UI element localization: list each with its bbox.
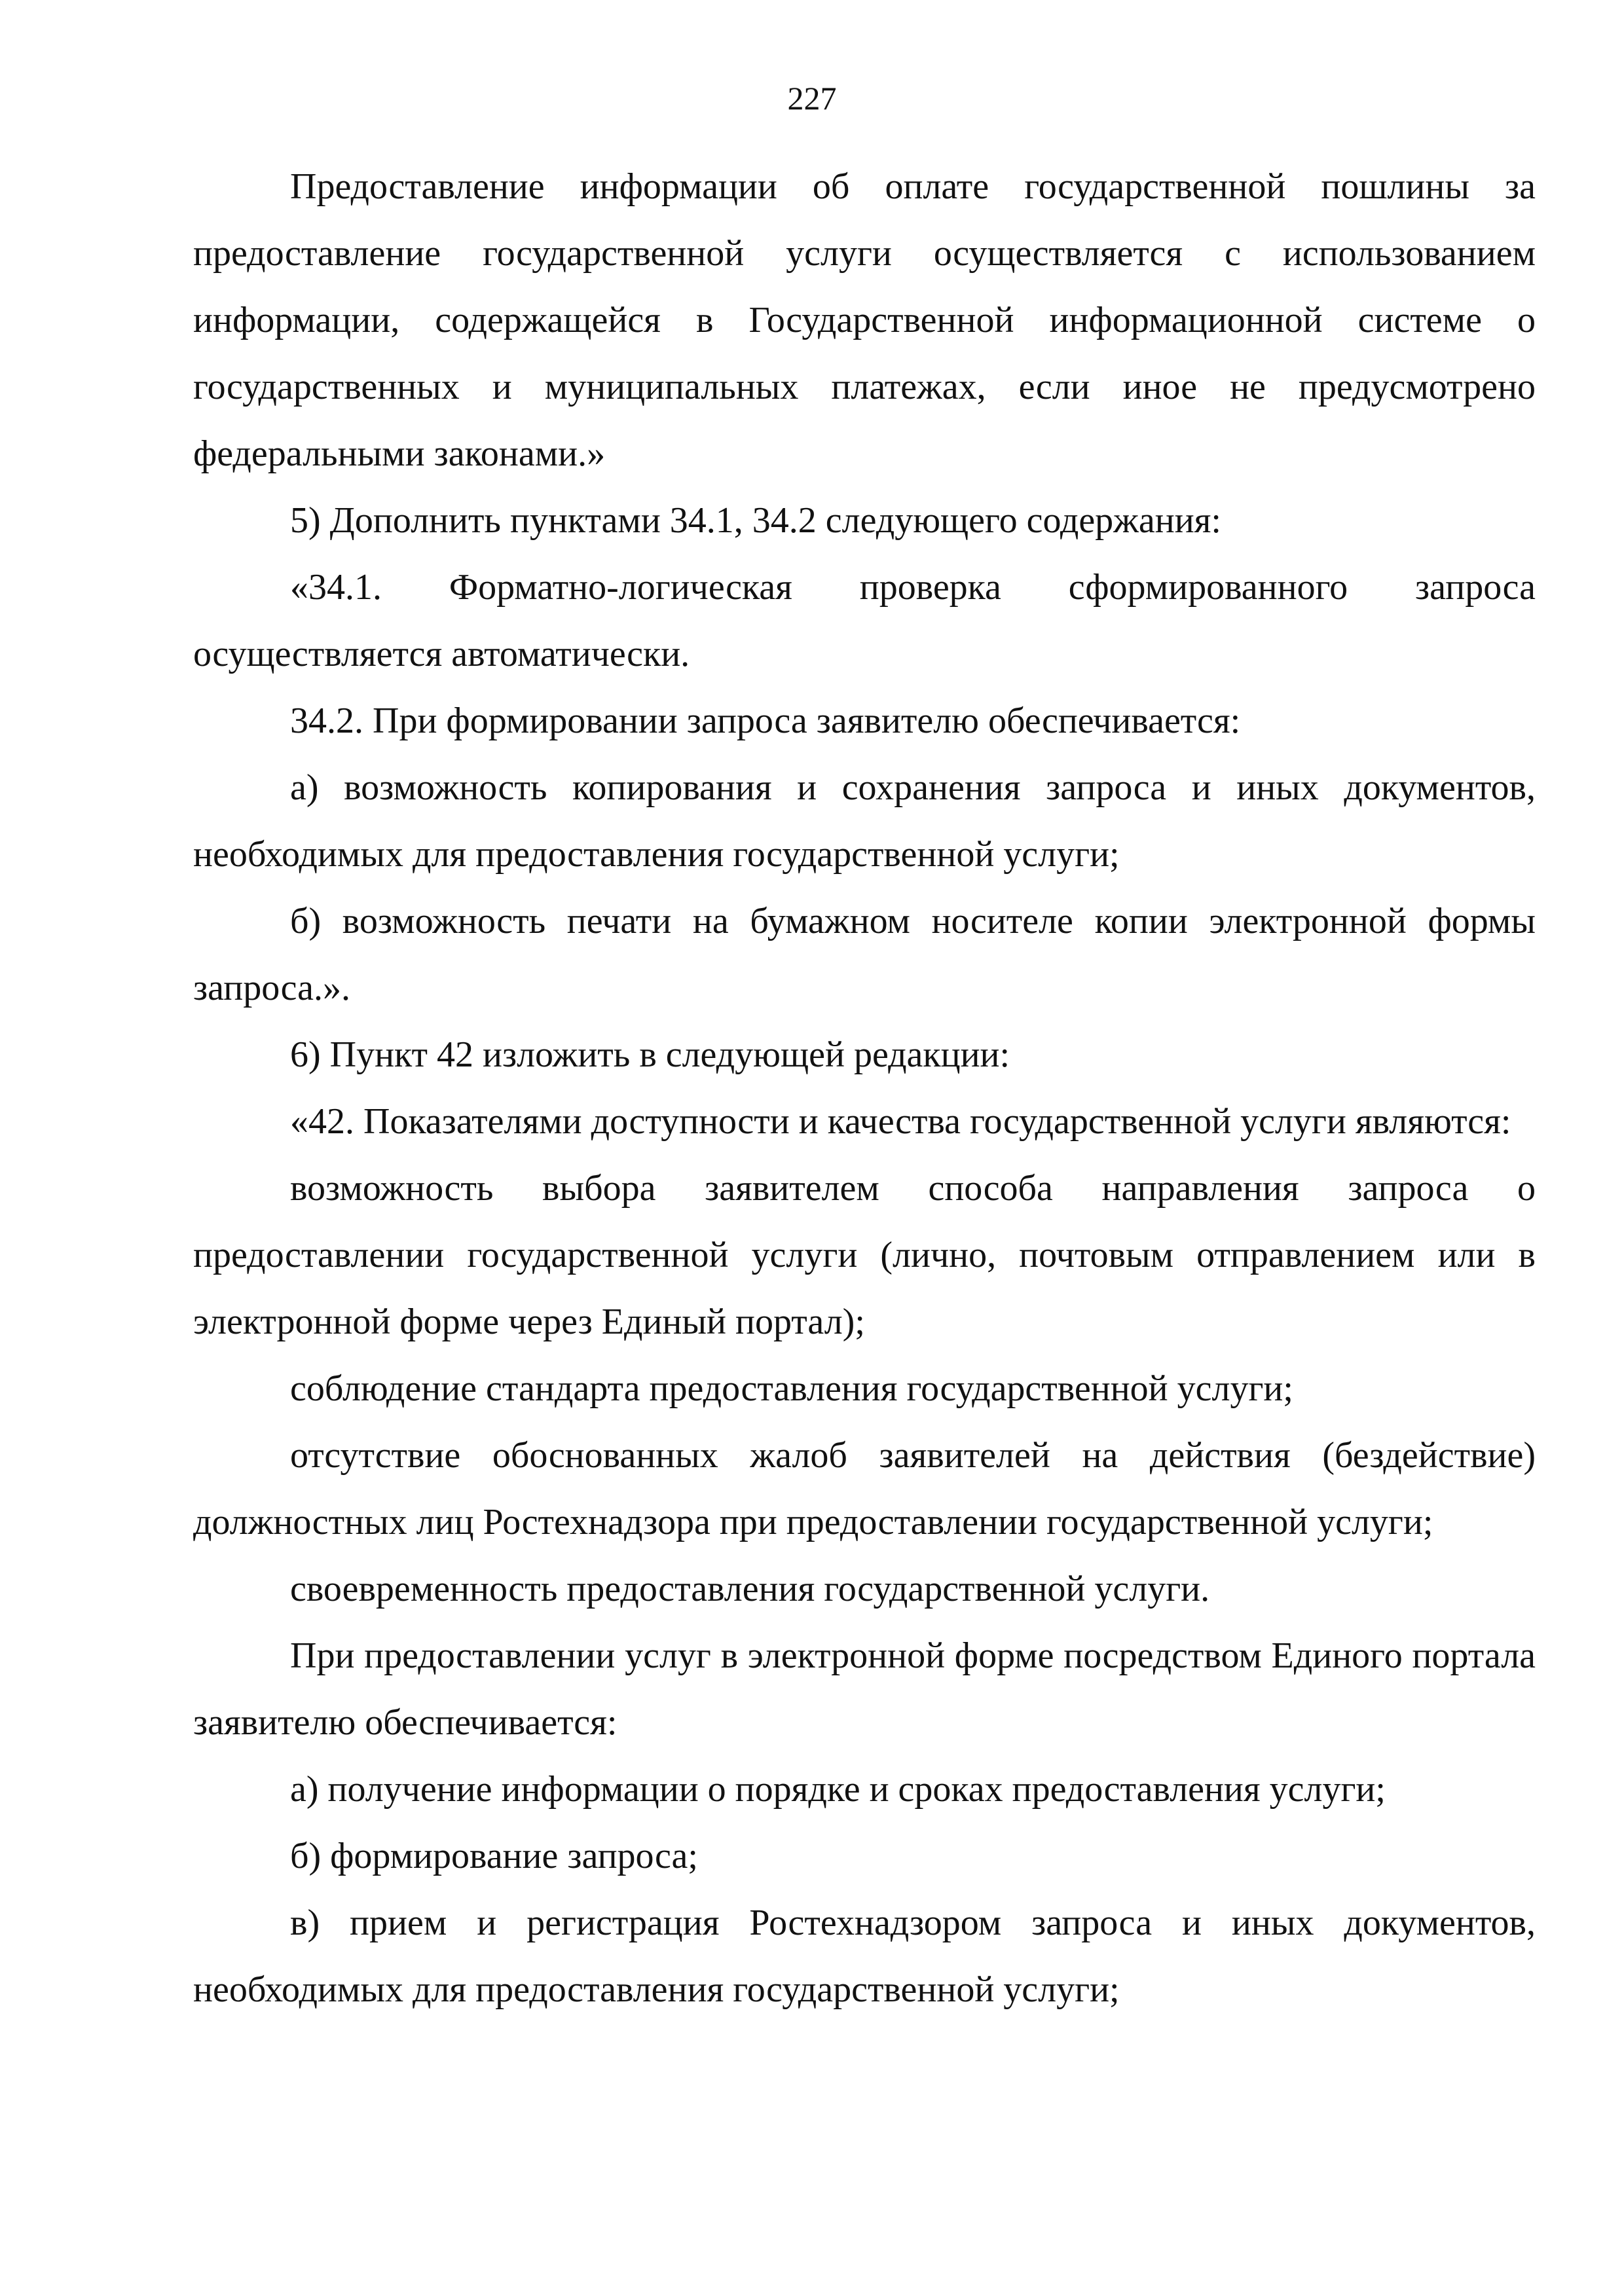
paragraph-portal: При предоставлении услуг в электронной форме посредством Единого портала заявителю обеспечивается: (193, 1635, 1536, 1743)
paragraph-42-timeliness: своевременность предоставления государственной услуги. (290, 1569, 1210, 1609)
paragraph-42-standard: соблюдение стандарта предоставления государственной услуги; (290, 1368, 1293, 1409)
paragraph-42-complaints: отсутствие обоснованных жалоб заявителей на действия (бездействие) должностных лиц Ростехнадзора при предоставлении государственной услуги; (193, 1435, 1536, 1542)
paragraph-34-1: «34.1. Форматно-логическая проверка сформированного запроса осуществляется автоматически. (193, 567, 1536, 674)
paragraph-portal-c: в) прием и регистрация Ростехнадзором запроса и иных документов, необходимых для предоставления государственной услуги; (193, 1903, 1536, 2010)
paragraph-42-choice: возможность выбора заявителем способа направления запроса о предоставлении государственной услуги (лично, почтовым отправлением или в электронной форме через Единый портал); (193, 1168, 1536, 1342)
paragraph-fee-info: Предоставление информации об оплате государственной пошлины за предоставление государственной услуги осуществляется с использованием информации, содержащейся в Государственной информационной системе о государственных и муниципальных платежах, если иное не предусмотрено федеральными законами.» (193, 166, 1536, 474)
page-number: 227 (787, 80, 837, 117)
paragraph-34-2: 34.2. При формировании запроса заявителю обеспечивается: (290, 701, 1241, 741)
paragraph-item-6: 6) Пункт 42 изложить в следующей редакции: (290, 1034, 1010, 1075)
paragraph-34-2-b: б) возможность печати на бумажном носителе копии электронной формы запроса.». (193, 901, 1536, 1008)
paragraph-34-2-a: а) возможность копирования и сохранения запроса и иных документов, необходимых для предоставления государственной услуги; (193, 767, 1536, 875)
document-body (193, 153, 1536, 2023)
paragraph-portal-b: б) формирование запроса; (290, 1836, 698, 1876)
paragraph-item-5: 5) Дополнить пунктами 34.1, 34.2 следующего содержания: (290, 500, 1221, 541)
paragraph-portal-a: а) получение информации о порядке и сроках предоставления услуги; (290, 1769, 1386, 1810)
paragraph-42: «42. Показателями доступности и качества государственной услуги являются: (290, 1101, 1511, 1142)
